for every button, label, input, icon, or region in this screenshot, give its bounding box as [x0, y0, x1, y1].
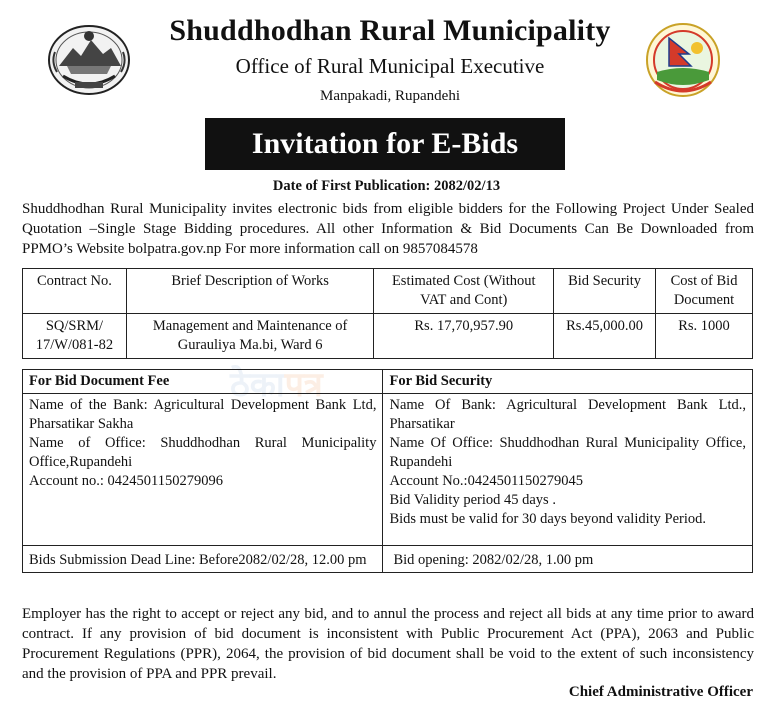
- contract-table: [22, 268, 753, 359]
- cell-document-cost: Rs. 1000: [656, 314, 753, 359]
- cell-contract-no: SQ/SRM/ 17/W/081-82: [23, 314, 127, 359]
- fee-bank-name: Name of the Bank: Agricultural Development Bank Ltd, Pharsatikar Sakha: [29, 397, 377, 432]
- cell-bid-security: Rs.45,000.00: [554, 314, 656, 359]
- security-bank-details: [383, 394, 753, 546]
- fee-bank-details: [23, 394, 383, 546]
- fee-account-no: Account no.: 0424501150279096: [29, 473, 223, 489]
- publication-date: Date of First Publication: 2082/02/13: [272, 178, 501, 194]
- nepal-government-emblem-icon: [45, 22, 133, 96]
- signatory-title: Chief Administrative Officer: [568, 684, 753, 700]
- bank-table-header-row: [23, 370, 753, 394]
- header-bid-security: Bid Security: [554, 269, 656, 314]
- header-description: Brief Description of Works: [126, 269, 374, 314]
- bank-details-row: [23, 394, 753, 546]
- security-account-no: Account No.:0424501150279045: [389, 473, 584, 489]
- bid-validity-note: Bids must be valid for 30 days beyond validity Period.: [389, 511, 707, 527]
- deadline-row: [23, 546, 753, 573]
- office-name: Office of Rural Municipal Executive: [235, 54, 545, 78]
- cell-description: Management and Maintenance of Gurauliya Ma.bi, Ward 6: [126, 314, 374, 359]
- bid-security-heading: For Bid Security: [383, 370, 753, 394]
- watermark-part-1: ठेका: [230, 365, 285, 405]
- org-name: Shuddhodhan Rural Municipality: [169, 14, 611, 47]
- header-document-cost: Cost of Bid Document: [656, 269, 753, 314]
- security-office-name: Name Of Office: Shuddhodhan Rural Municipality Office, Rupandehi: [389, 435, 746, 470]
- submission-deadline: Bids Submission Dead Line: Before2082/02/28, 12.00 pm: [23, 546, 383, 573]
- watermark-part-2: पत्र: [284, 365, 323, 405]
- notice-title-banner: Invitation for E-Bids: [205, 118, 565, 170]
- bid-opening: Bid opening: 2082/02/28, 1.00 pm: [383, 546, 753, 573]
- bid-validity: Bid Validity period 45 days .: [389, 492, 556, 508]
- intro-paragraph: Shuddhodhan Rural Municipality invites electronic bids from eligible bidders for the Following Project Under Sealed Quotation –Single Stage Bidding procedures. All other Information & Bid Documents Can Be Downloaded from PPMO’s Website bolpatra.gov.np For more information call on 9857084578: [22, 201, 754, 257]
- header-contract-no: Contract No.: [23, 269, 127, 314]
- municipality-logo-icon: [645, 20, 721, 102]
- bank-details-table: [22, 369, 753, 573]
- header-estimated-cost: Estimated Cost (Without VAT and Cont): [374, 269, 554, 314]
- fee-office-name: Name of Office: Shuddhodhan Rural Municipality Office,Rupandehi: [29, 435, 377, 470]
- cell-estimated-cost: Rs. 17,70,957.90: [374, 314, 554, 359]
- table-row: [23, 314, 753, 359]
- security-bank-name: Name Of Bank: Agricultural Development Bank Ltd., Pharsatikar: [389, 397, 746, 432]
- office-address: Manpakadi, Rupandehi: [320, 88, 460, 104]
- terms-paragraph: Employer has the right to accept or reject any bid, and to annul the process and reject all bids at any time prior to award contract. If any provision of bid document is inconsistent with Public Procurement Act (PPA), 2063 and Public Procurement Regulations (PPR), 2064, the provision of bid document shall be void to the extent of such inconsistency and the provision of PPA and PPR prevail.: [22, 606, 754, 682]
- bid-fee-heading: For Bid Document Fee: [23, 370, 383, 394]
- contract-table-header-row: [23, 269, 753, 314]
